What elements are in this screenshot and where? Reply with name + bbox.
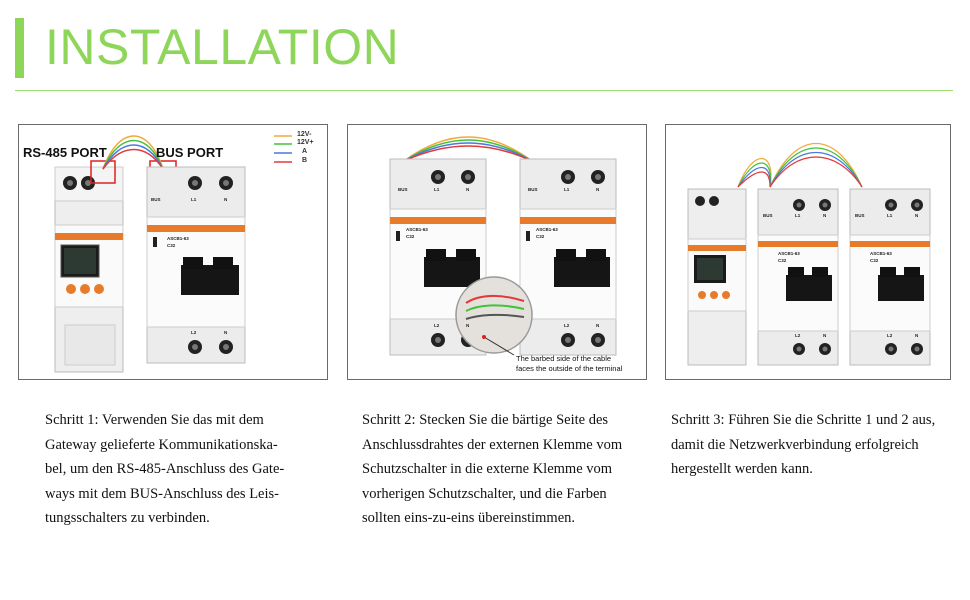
breaker-b-n-bottom-label: N — [915, 333, 919, 338]
legend-a: A — [302, 148, 308, 155]
breaker-b-bus-label: BUS — [855, 213, 865, 218]
title-divider — [15, 90, 953, 91]
step2-text — [362, 408, 652, 531]
step1-line: ways mit dem BUS-Anschluss des Leis- — [45, 485, 279, 502]
legend-b: B — [302, 157, 308, 164]
right-breaker-l2-label: L2 — [564, 323, 570, 328]
left-breaker-rating: C32 — [406, 234, 415, 239]
breaker-a-model: ASCB1-63 — [778, 251, 800, 256]
breaker-l2-label: L2 — [191, 330, 197, 335]
step2-line: Anschlussdrahtes der externen Klemme vom — [362, 436, 623, 453]
breaker-a-bus-label: BUS — [763, 213, 773, 218]
step1-image — [18, 124, 328, 380]
step3-text — [671, 408, 961, 482]
step2-line: vorherigen Schutzschalter, und die Farben — [362, 485, 607, 502]
left-breaker-bus-label: BUS — [398, 187, 408, 192]
right-breaker-model: ASCB1-63 — [536, 227, 558, 232]
left-breaker-l1-label: L1 — [434, 187, 440, 192]
cable-caption-line1: The barbed side of the cable — [516, 354, 612, 363]
legend-12v-plus: 12V+ — [297, 139, 314, 146]
right-breaker-n-bottom-label: N — [596, 323, 600, 328]
breaker-a-l2-label: L2 — [795, 333, 801, 338]
breaker-a-n-bottom-label: N — [823, 333, 827, 338]
step2-illustration — [348, 125, 646, 379]
breaker-a-n-label: N — [823, 213, 827, 218]
breaker-b-rating: C32 — [870, 258, 879, 263]
step2-line: Schutzschalter in die externe Klemme vom — [362, 461, 613, 477]
step1-text — [45, 408, 315, 531]
left-breaker-l2-label: L2 — [434, 323, 440, 328]
step2-line: Schritt 2: Stecken Sie die bärtige Seite des — [362, 412, 609, 428]
breaker-b-n-label: N — [915, 213, 919, 218]
step1-line: bel, um den RS-485-Anschluss des Gate- — [45, 461, 285, 477]
step3-line: damit die Netzwerkverbindung erfolgreich — [671, 436, 919, 453]
breaker-n-bottom-label: N — [224, 330, 228, 335]
step3-line: hergestellt werden kann. — [671, 461, 813, 477]
step2-line: sollten eins-zu-eins übereinstimmen. — [362, 510, 576, 526]
left-breaker-model: ASCB1-63 — [406, 227, 428, 232]
breaker-b-model: ASCB1-63 — [870, 251, 892, 256]
breaker-l1-label: L1 — [191, 197, 197, 202]
breaker-b-l1-label: L1 — [887, 213, 893, 218]
cable-caption-line2: faces the outside of the terminal — [516, 364, 623, 373]
right-breaker-n-label: N — [596, 187, 600, 192]
left-breaker-n-label: N — [466, 187, 470, 192]
right-breaker-rating: C32 — [536, 234, 545, 239]
left-breaker-n-bottom-label: N — [466, 323, 470, 328]
step3-image — [665, 124, 951, 380]
step1-line: Gateway gelieferte Kommunikationska- — [45, 436, 278, 453]
page-title: INSTALLATION — [45, 19, 400, 75]
breaker-a-l1-label: L1 — [795, 213, 801, 218]
right-breaker-bus-label: BUS — [528, 187, 538, 192]
step1-line: Schritt 1: Verwenden Sie das mit dem — [45, 412, 264, 428]
step2-image — [347, 124, 647, 380]
breaker-bus-label: BUS — [151, 197, 161, 202]
bus-port-label: BUS PORT — [156, 145, 224, 160]
breaker-b-l2-label: L2 — [887, 333, 893, 338]
rs485-port-label: RS-485 PORT — [23, 145, 107, 160]
breaker-rating: C32 — [167, 243, 176, 248]
step3-illustration — [666, 125, 950, 379]
step1-illustration — [19, 125, 327, 379]
breaker-a-rating: C32 — [778, 258, 787, 263]
step1-line: tungsschalters zu verbinden. — [45, 510, 210, 526]
title-accent-bar — [15, 18, 24, 78]
legend-12v-minus: 12V- — [297, 131, 312, 138]
step3-line: Schritt 3: Führen Sie die Schritte 1 und 2 aus, — [671, 412, 936, 428]
breaker-model: ASCB1-63 — [167, 236, 189, 241]
right-breaker-l1-label: L1 — [564, 187, 570, 192]
breaker-n-label: N — [224, 197, 228, 202]
